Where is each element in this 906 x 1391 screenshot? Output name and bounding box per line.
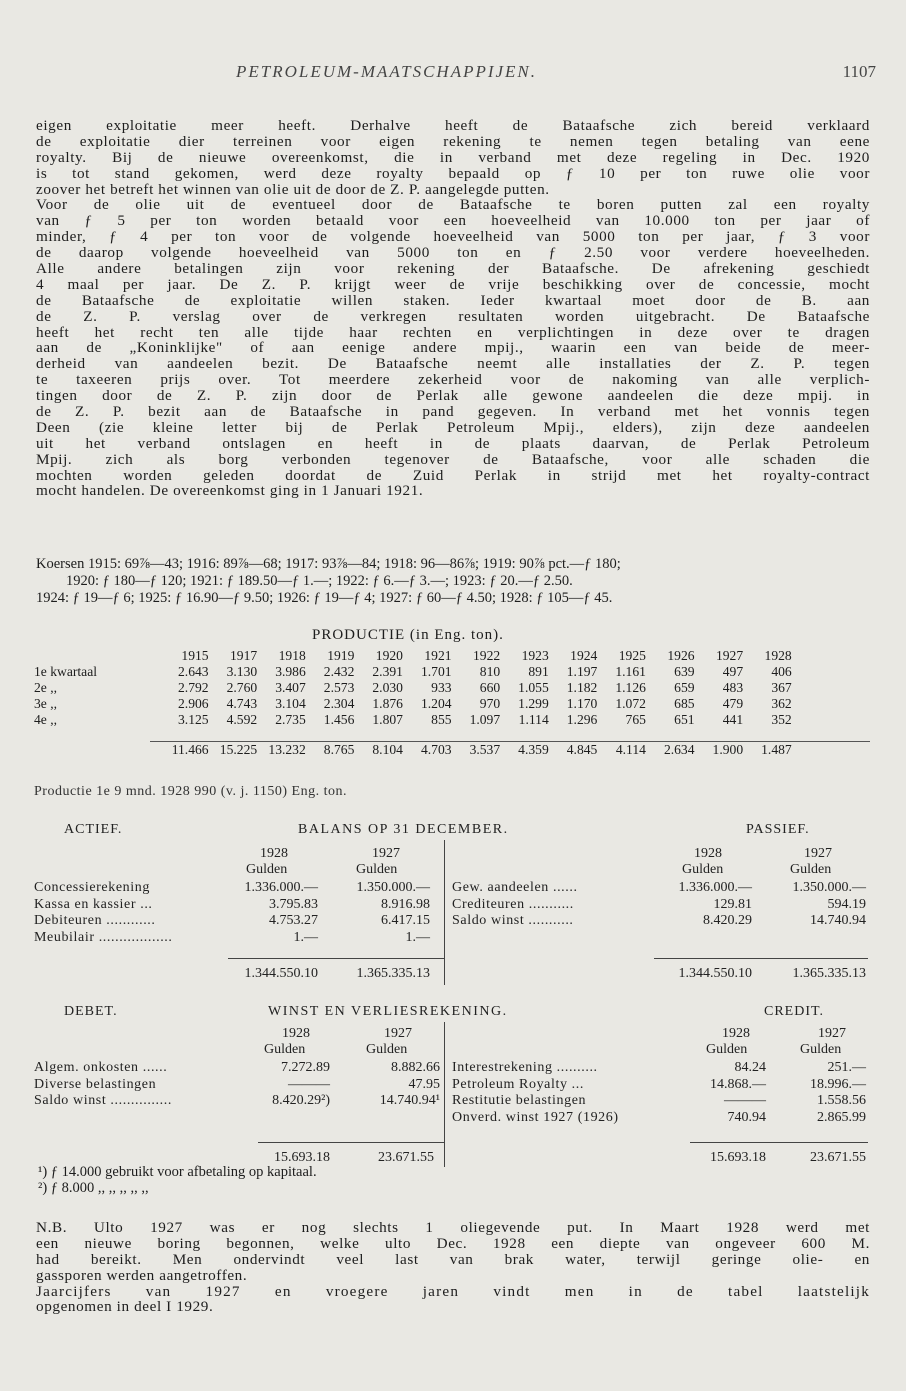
total-cell: 4.359	[518, 742, 549, 757]
production-title: PRODUCTIE (in Eng. ton).	[312, 627, 504, 643]
col-year: 1927	[372, 846, 400, 861]
table-cell: 1.182	[566, 680, 598, 695]
table-cell: 855	[431, 712, 452, 727]
table-cell: 2.906	[178, 696, 209, 711]
table-cell: 1.296	[566, 712, 598, 727]
col-year: 1928	[260, 846, 288, 861]
total-value: 1.344.550.10	[244, 966, 318, 981]
table-cell: 765	[625, 712, 646, 727]
table-cell: 2.030	[372, 680, 403, 695]
total-cell: 4.114	[615, 742, 646, 757]
account-label: Onverd. winst 1927 (1926)	[452, 1109, 619, 1125]
text-line: mocht handelen. De overeenkomst ging in 1 Januari 1921.	[36, 483, 424, 500]
year-header: 1922	[472, 648, 501, 663]
text-line: te taxeeren prijs over. Tot meerdere zekerheid voor de nakoming van alle verplich-	[36, 372, 870, 389]
table-cell: 2.391	[372, 664, 403, 679]
amount-1927: 8.882.66	[391, 1060, 440, 1075]
amount-1927: 594.19	[827, 896, 866, 912]
col-currency: Gulden	[790, 862, 832, 877]
col-year: 1927	[384, 1026, 412, 1041]
account-row	[34, 1077, 444, 1094]
table-cell: 970	[479, 696, 501, 711]
total-value: 15.693.18	[274, 1150, 330, 1165]
total-cell: 8.765	[323, 742, 355, 757]
total-cell: 11.466	[171, 742, 209, 757]
text-line: uit het verband ontslagen en heeft in de plaats daarvan, de Perlak Petroleum	[36, 435, 870, 452]
table-cell: 1.456	[323, 712, 355, 727]
year-header: 1923	[521, 648, 549, 663]
table-cell: 1.161	[615, 664, 646, 679]
footnote: ²) ƒ 8.000 ,, ,, ,, ,, ,,	[38, 1180, 149, 1196]
table-cell: 3.104	[275, 696, 306, 711]
table-cell: 660	[479, 680, 501, 695]
text-line: Jaarcijfers van 1927 en vroegere jaren vindt men in de tabel laatstelijk	[36, 1283, 870, 1300]
text-line: de Bataafsche de exploitatie willen staken. Ieder kwartaal moet door de B. aan	[36, 292, 870, 309]
nb-paragraph	[36, 1220, 870, 1315]
amount-1927: 47.95	[408, 1076, 440, 1092]
amount-1928: ———	[724, 1093, 766, 1108]
total-value: 1.365.335.13	[792, 966, 866, 981]
total-cell: 15.225	[219, 742, 258, 757]
table-cell: 352	[771, 712, 792, 727]
page-number: 1107	[842, 62, 876, 81]
table-cell: 3.407	[275, 680, 306, 695]
account-label: Saldo winst ...............	[34, 1093, 172, 1108]
total-cell: 13.232	[268, 742, 306, 757]
table-cell: 497	[722, 664, 744, 679]
table-cell: 2.792	[178, 680, 209, 695]
table-cell: 1.876	[372, 696, 403, 711]
table-cell: 2.304	[323, 696, 355, 711]
total-cell: 4.845	[566, 742, 598, 757]
total-value: 15.693.18	[710, 1150, 766, 1165]
table-cell: 891	[528, 664, 549, 679]
amount-1928: 129.81	[713, 896, 752, 912]
col-currency: Gulden	[366, 1042, 408, 1057]
account-label: Gew. aandeelen ......	[452, 880, 578, 895]
account-row	[34, 1060, 444, 1077]
amount-1927: 1.350.000.—	[356, 880, 430, 895]
amount-1928: 4.753.27	[269, 913, 318, 928]
total-value: 1.365.335.13	[356, 966, 430, 981]
table-cell: 3.130	[226, 664, 258, 679]
text-line: zoover het betreft het winnen van olie uit de door de Z. P. aangelegde putten.	[36, 181, 550, 198]
account-row	[452, 1077, 870, 1094]
amount-1927: 2.865.99	[817, 1109, 866, 1125]
total-cell: 2.634	[663, 742, 695, 757]
text-line: de Z. P. bezit aan de Bataafsche in pand gegeven. In verband met het vonnis tegen	[36, 404, 870, 420]
table-cell: 2.760	[226, 680, 258, 695]
amount-1927: 1.—	[405, 929, 430, 945]
amount-1927: 14.740.94¹	[379, 1093, 440, 1108]
account-label: Interestrekening ..........	[452, 1060, 598, 1075]
credit-heading: CREDIT.	[764, 1004, 825, 1019]
year-header: 1918	[278, 648, 306, 663]
table-cell: 3.986	[275, 664, 306, 679]
debet-list	[34, 1060, 444, 1110]
footnotes	[38, 1164, 317, 1196]
account-row	[452, 1093, 870, 1110]
text-line: had bereikt. Men ondervindt veel last van brak water, terwijl geringe olie- en	[36, 1251, 870, 1268]
table-cell: 933	[431, 680, 452, 695]
row-label: 2e ,,	[34, 680, 58, 695]
amount-1928: 1.336.000.—	[244, 880, 318, 895]
account-label: Debiteuren ............	[34, 913, 156, 928]
text-line: heeft het recht ten alle tijde haar rechten en verplichtingen in deze over te dragen	[36, 324, 870, 341]
col-year: 1928	[282, 1026, 310, 1041]
amount-1928: 14.868.—	[710, 1076, 766, 1092]
text-line: 4 maal per jaar. De Z. P. krijgt weer de vrije beschikking over de concessie, mocht	[36, 276, 870, 293]
col-currency: Gulden	[706, 1042, 748, 1057]
col-year: 1927	[818, 1026, 846, 1041]
row-label: 3e ,,	[34, 696, 58, 711]
total-value: 23.671.55	[810, 1150, 866, 1165]
amount-1928: 1.336.000.—	[678, 880, 752, 895]
table-cell: 685	[674, 696, 695, 711]
amount-1928: 740.94	[727, 1109, 766, 1125]
amount-1927: 6.417.15	[381, 913, 430, 928]
table-cell: 2.573	[323, 680, 355, 695]
account-row	[34, 1093, 444, 1110]
amount-1928: 8.420.29²)	[272, 1093, 330, 1108]
amount-1927: 1.350.000.—	[792, 880, 866, 895]
text-line: aan de „Koninklijke" of aan eenige andere mpij., waarin een van beide de meer-	[36, 340, 870, 357]
text-line: Alle andere betalingen zijn voor rekening der Bataafsche. De afrekening geschiedt	[36, 261, 870, 277]
prices-line: 1920: ƒ 180—ƒ 120; 1921: ƒ 189.50—ƒ 1.—; 1922: ƒ 6.—ƒ 3.—; 1923: ƒ 20.—ƒ 2.50.	[66, 573, 573, 589]
text-line: een nieuwe boring begonnen, welke ulto Dec. 1928 een diepte van ongeveer 600 M.	[36, 1235, 870, 1252]
text-line: Voor de olie uit de eventueel door de Bataafsche te boren putten zal een royalty	[36, 197, 870, 214]
text-line: gassporen werden aangetroffen.	[36, 1267, 248, 1284]
total-cell: 1.487	[761, 742, 792, 757]
table-cell: 2.735	[275, 712, 306, 727]
table-cell: 4.592	[226, 712, 258, 727]
total-cell: 8.104	[372, 742, 403, 757]
account-label: Kassa en kassier ...	[34, 896, 153, 912]
account-label: Concessierekening	[34, 880, 150, 895]
text-line: eigen exploitatie meer heeft. Derhalve heeft de Bataafsche zich bereid verklaard	[36, 118, 870, 134]
amount-1927: 14.740.94	[810, 913, 866, 928]
actief-heading: ACTIEF.	[64, 822, 123, 837]
account-label: Crediteuren ...........	[452, 896, 574, 912]
account-row	[452, 1110, 870, 1127]
text-line: de exploitatie dier terreinen voor eigen rekening te nemen tegen betaling van eene	[36, 133, 870, 150]
col-currency: Gulden	[264, 1042, 306, 1057]
amount-1927: 18.996.—	[810, 1076, 866, 1092]
debet-heading: DEBET.	[64, 1004, 118, 1019]
amount-1928: 7.272.89	[281, 1060, 330, 1075]
header-title: PETROLEUM-MAATSCHAPPIJEN.	[236, 62, 538, 81]
table-cell: 1.701	[420, 664, 452, 679]
total-value: 23.671.55	[378, 1150, 434, 1165]
text-line: de Z. P. verslag over de verkregen resultaten worden uitgebracht. De Bataafsche	[36, 308, 870, 325]
text-line: tingen door de Z. P. zijn door de Perlak alle gewone aandeelen die deze mpij. in	[36, 388, 870, 405]
account-label: Algem. onkosten ......	[34, 1060, 168, 1075]
col-currency: Gulden	[800, 1042, 842, 1057]
balance-title: BALANS OP 31 DECEMBER.	[298, 822, 509, 837]
total-rule	[690, 1142, 868, 1143]
table-cell: 483	[722, 680, 744, 695]
table-cell: 1.197	[566, 664, 598, 679]
year-header: 1915	[181, 648, 209, 663]
table-cell: 810	[479, 664, 501, 679]
text-line: Mpij. zich als borg verbonden tegenover de Bataafsche, voor alle schaden die	[36, 451, 870, 468]
amount-1927: 251.—	[827, 1060, 866, 1075]
table-cell: 1.807	[372, 712, 403, 727]
col-currency: Gulden	[682, 862, 724, 877]
year-header: 1924	[570, 648, 598, 663]
table-cell: 1.204	[420, 696, 452, 711]
table-cell: 1.299	[518, 696, 549, 711]
total-cell: 4.703	[420, 742, 452, 757]
table-cell: 2.432	[323, 664, 355, 679]
amount-1927: 8.916.98	[381, 896, 430, 912]
account-row	[452, 1060, 870, 1077]
account-label: Diverse belastingen	[34, 1076, 157, 1092]
col-currency: Gulden	[356, 862, 398, 877]
table-cell: 1.055	[518, 680, 549, 695]
total-cell: 1.900	[712, 742, 744, 757]
table-cell: 367	[771, 680, 792, 695]
table-cell: 2.643	[178, 664, 209, 679]
year-header: 1928	[764, 648, 792, 663]
text-line: mochten worden geleden doordat de Zuid Perlak in strijd met het royalty-contract	[36, 467, 870, 484]
col-year: 1928	[694, 846, 722, 861]
amount-1927: 1.558.56	[817, 1093, 866, 1108]
text-line: Deen (zie kleine letter bij de Perlak Petroleum Mpij., elders), zijn deze aandeelen	[36, 419, 870, 436]
total-cell: 3.537	[469, 742, 501, 757]
prices-line: Koersen 1915: 69⅞—43; 1916: 89⅞—68; 1917: 93⅞—84; 1918: 96—86⅞; 1919: 90⅞ pct.—ƒ 180;	[36, 556, 621, 572]
text-line: derheid van aandeelen bezit. De Bataafsche neemt alle installaties der Z. P. tegen	[36, 356, 870, 373]
production-note: Productie 1e 9 mnd. 1928 990 (v. j. 1150) Eng. ton.	[34, 784, 347, 799]
year-header: 1921	[424, 648, 452, 663]
total-value: 1.344.550.10	[678, 966, 752, 981]
amount-1928: 8.420.29	[703, 913, 752, 928]
table-cell: 362	[771, 696, 792, 711]
table-cell: 1.114	[518, 712, 549, 727]
text-line: de daarop volgende hoeveelheid van 5000 ton en ƒ 2.50 voor verdere hoeveelheden.	[36, 245, 870, 262]
amount-1928: ———	[288, 1076, 330, 1092]
row-label: 4e ,,	[34, 712, 58, 727]
table-cell: 1.126	[615, 680, 646, 695]
text-line: N.B. Ulto 1927 was er nog slechts 1 oliegevende put. In Maart 1928 werd met	[36, 1220, 870, 1236]
text-line: royalty. Bij de nieuwe overeenkomst, die in verband met deze regeling in Dec. 1920	[36, 149, 870, 166]
year-header: 1920	[375, 648, 403, 663]
table-cell: 4.743	[226, 696, 258, 711]
table-cell: 441	[722, 712, 744, 727]
amount-1928: 3.795.83	[269, 896, 318, 912]
year-header: 1927	[715, 648, 744, 663]
table-cell: 651	[674, 712, 695, 727]
table-cell: 1.072	[615, 696, 646, 711]
amount-1928: 84.24	[734, 1060, 766, 1075]
table-cell: 1.170	[566, 696, 598, 711]
year-header: 1926	[667, 648, 695, 663]
table-cell: 639	[674, 664, 695, 679]
row-label: 1e kwartaal	[34, 664, 98, 679]
col-year: 1927	[804, 846, 832, 861]
total-rule	[258, 1142, 444, 1143]
table-cell: 479	[722, 696, 744, 711]
passief-heading: PASSIEF.	[746, 822, 810, 837]
col-currency: Gulden	[246, 862, 288, 877]
year-header: 1917	[230, 648, 258, 663]
column-divider	[444, 1022, 445, 1167]
year-header: 1919	[327, 648, 355, 663]
table-cell: 406	[771, 664, 792, 679]
table-cell: 3.125	[178, 712, 209, 727]
text-line: is tot stand gekomen, werd deze royalty bepaald op ƒ 10 per ton ruwe olie voor	[36, 165, 870, 182]
account-label: Restitutie belastingen	[452, 1093, 587, 1108]
text-line: minder, ƒ 4 per ton voor de volgende hoeveelheid van 5000 ton per jaar, ƒ 3 voor	[36, 229, 870, 246]
col-year: 1928	[722, 1026, 750, 1041]
account-label: Petroleum Royalty ...	[452, 1076, 584, 1092]
year-header: 1925	[618, 648, 646, 663]
table-cell: 659	[674, 680, 695, 695]
text-line: opgenomen in deel I 1929.	[36, 1299, 214, 1316]
account-label: Meubilair ..................	[34, 929, 173, 945]
footnote: ¹) ƒ 14.000 gebruikt voor afbetaling op kapitaal.	[38, 1164, 317, 1180]
prices-line: 1924: ƒ 19—ƒ 6; 1925: ƒ 16.90—ƒ 9.50; 1926: ƒ 19—ƒ 4; 1927: ƒ 60—ƒ 4.50; 1928: ƒ 105—ƒ 45.	[36, 590, 613, 606]
text-line: van ƒ 5 per ton worden betaald voor een hoeveelheid van 10.000 ton per jaar of	[36, 213, 870, 230]
table-cell: 1.097	[469, 712, 501, 727]
account-label: Saldo winst ...........	[452, 913, 574, 928]
amount-1928: 1.—	[293, 929, 318, 945]
credit-list	[452, 1060, 870, 1126]
pl-title: WINST EN VERLIESREKENING.	[268, 1004, 508, 1019]
